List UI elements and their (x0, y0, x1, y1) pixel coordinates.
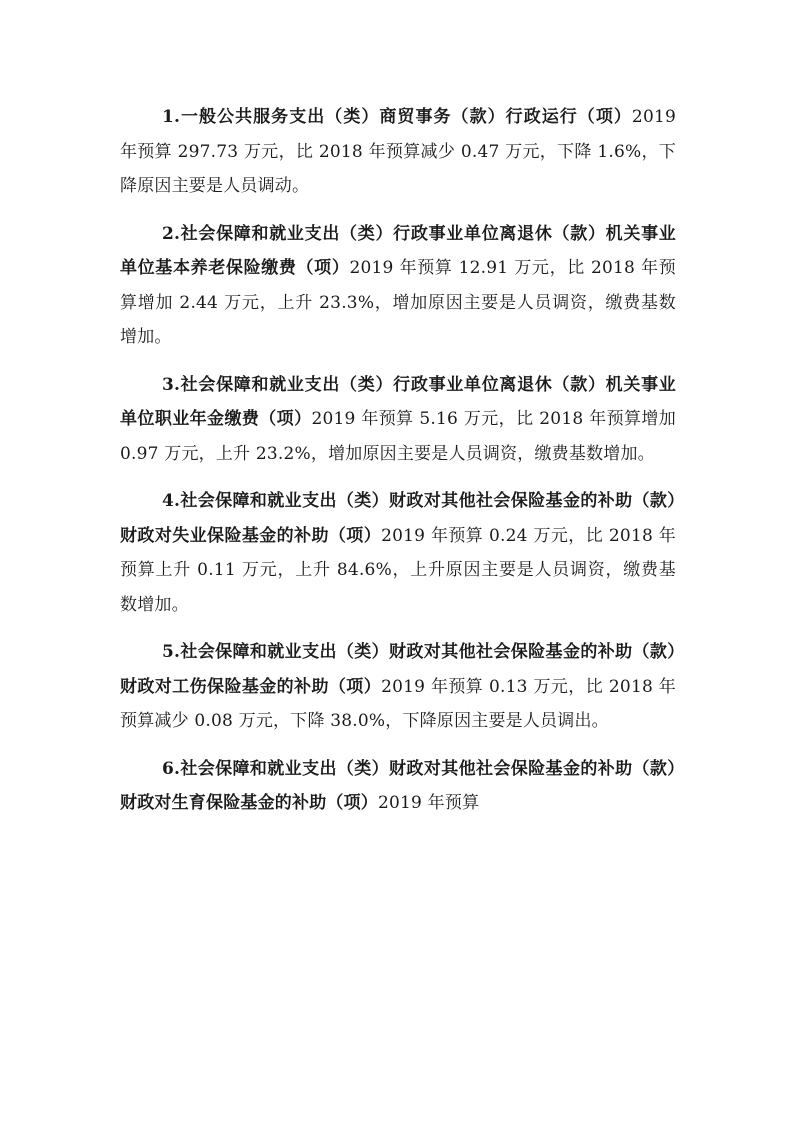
document-body (120, 100, 676, 834)
budget-item-1 (120, 100, 676, 204)
item-text: 2019 年预算 (378, 793, 480, 813)
item-text: 2019 年预算 0.24 万元，比 2018 年预算上升 0.11 万元，上升 84.6%，上升原因主要是人员调资，缴费基数增加。 (120, 525, 676, 615)
budget-item-5 (120, 635, 676, 739)
item-text: 2019 年预算 5.16 万元，比 2018 年预算增加 0.97 万元，上升 23.2%，增加原因主要是人员调资，缴费基数增加。 (120, 409, 676, 464)
budget-item-2 (120, 217, 676, 355)
item-text: 2019 年预算 0.13 万元，比 2018 年预算减少 0.08 万元，下降 38.0%，下降原因主要是人员调出。 (120, 676, 676, 731)
item-text: 2019 年预算 12.91 万元，比 2018 年预算增加 2.44 万元，上升 23.3%，增加原因主要是人员调资，缴费基数增加。 (120, 258, 676, 347)
item-heading: 1.一般公共服务支出（类）商贸事务（款）行政运行（项） (162, 107, 632, 127)
budget-item-6 (120, 752, 676, 821)
budget-item-3 (120, 368, 676, 472)
item-heading: 4.社会保障和就业支出（类）财政对其他社会保险基金的补助（款）财政对失业保险基金的补助（项） (120, 491, 676, 546)
budget-item-4 (120, 484, 676, 622)
item-heading: 6.社会保障和就业支出（类）财政对其他社会保险基金的补助（款）财政对生育保险基金的补助（项） (120, 758, 676, 813)
item-heading: 3.社会保障和就业支出（类）行政事业单位离退休（款）机关事业单位职业年金缴费（项） (120, 374, 676, 429)
item-heading: 5.社会保障和就业支出（类）财政对其他社会保险基金的补助（款）财政对工伤保险基金的补助（项） (120, 642, 676, 697)
item-text: 2019 年预算 297.73 万元，比 2018 年预算减少 0.47 万元，下降 1.6%，下降原因主要是人员调动。 (120, 107, 676, 196)
item-heading: 2.社会保障和就业支出（类）行政事业单位离退休（款）机关事业单位基本养老保险缴费（项） (120, 223, 676, 278)
